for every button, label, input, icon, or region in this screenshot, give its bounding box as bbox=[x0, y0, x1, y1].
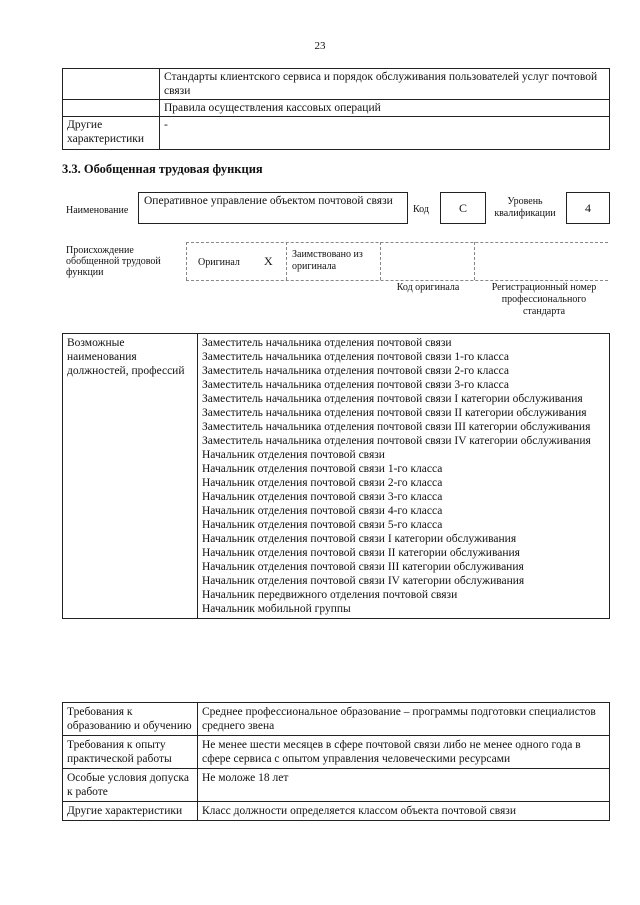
position-item: Начальник отделения почтовой связи 4-го класса bbox=[202, 505, 443, 517]
position-item: Заместитель начальника отделения почтовой связи 3-го класса bbox=[202, 379, 509, 391]
original-label: Оригинал bbox=[198, 257, 240, 268]
position-item: Начальник отделения почтовой связи 1-го класса bbox=[202, 463, 443, 475]
page-number: 23 bbox=[314, 40, 326, 52]
table-cell-label bbox=[63, 100, 160, 117]
positions-table bbox=[62, 333, 610, 619]
position-item: Начальник отделения почтовой связи II категории обслуживания bbox=[202, 547, 520, 559]
table-row bbox=[63, 769, 610, 802]
requirement-value: Класс должности определяется классом объекта почтовой связи bbox=[198, 802, 610, 821]
requirement-label: Другие характеристики bbox=[63, 802, 198, 821]
borrowed-label: Заимствовано из оригинала bbox=[292, 249, 363, 272]
position-item: Начальник отделения почтовой связи 5-го класса bbox=[202, 519, 443, 531]
requirement-label: Требования к образованию и обучению bbox=[63, 703, 198, 736]
position-item: Начальник отделения почтовой связи IV категории обслуживания bbox=[202, 575, 525, 587]
original-mark: Х bbox=[264, 254, 273, 268]
table-row bbox=[63, 736, 610, 769]
requirement-value: Не менее шести месяцев в сфере почтовой связи либо не менее одного года в сфере сервиса с опытом управления человеческими ресурсами bbox=[198, 736, 610, 769]
name-box bbox=[138, 192, 408, 224]
position-item: Заместитель начальника отделения почтовой связи IV категории обслуживания bbox=[202, 435, 591, 447]
origin-top-line bbox=[186, 242, 608, 243]
origin-divider bbox=[286, 242, 287, 280]
level-value: 4 bbox=[585, 201, 591, 215]
position-item: Заместитель начальника отделения почтовой связи III категории обслуживания bbox=[202, 421, 591, 433]
origin-divider bbox=[380, 242, 381, 280]
origin-label: Происхождение обобщенной трудовой функции bbox=[66, 245, 161, 278]
requirement-value: Не моложе 18 лет bbox=[198, 769, 610, 802]
table-cell-value: Стандарты клиентского сервиса и порядок обслуживания пользователей услуг почтовой связи bbox=[160, 69, 610, 100]
position-item: Начальник отделения почтовой связи 2-го класса bbox=[202, 477, 443, 489]
positions-label: Возможные наименования должностей, профессий bbox=[63, 334, 198, 619]
position-item: Начальник отделения почтовой связи 3-го класса bbox=[202, 491, 443, 503]
section-heading: 3.3. Обобщенная трудовая функция bbox=[62, 162, 263, 176]
position-item: Начальник передвижного отделения почтовой связи bbox=[202, 589, 458, 601]
origin-bottom-line bbox=[186, 280, 608, 281]
position-item: Начальник отделения почтовой связи bbox=[202, 449, 385, 461]
position-item: Заместитель начальника отделения почтовой связи II категории обслуживания bbox=[202, 407, 587, 419]
origin-divider bbox=[474, 242, 475, 280]
requirement-label: Требования к опыту практической работы bbox=[63, 736, 198, 769]
position-item: Заместитель начальника отделения почтовой связи 1-го класса bbox=[202, 351, 509, 363]
position-item: Заместитель начальника отделения почтовой связи I категории обслуживания bbox=[202, 393, 583, 405]
name-value: Оперативное управление объектом почтовой связи bbox=[144, 195, 393, 207]
table-row bbox=[63, 69, 610, 100]
position-item: Начальник мобильной группы bbox=[202, 603, 351, 615]
code-label: Код bbox=[413, 204, 429, 215]
table-row bbox=[63, 802, 610, 821]
positions-items bbox=[202, 336, 605, 616]
code-box bbox=[440, 192, 486, 224]
table-row bbox=[63, 334, 610, 619]
name-label: Наименование bbox=[66, 205, 129, 216]
table-row bbox=[63, 100, 610, 117]
table-cell-value: - bbox=[160, 117, 610, 150]
code-value: С bbox=[458, 201, 467, 215]
table-cell-label bbox=[63, 69, 160, 100]
table-cell-label: Другие характеристики bbox=[63, 117, 160, 150]
position-item: Заместитель начальника отделения почтовой связи 2-го класса bbox=[202, 365, 509, 377]
position-item: Заместитель начальника отделения почтовой связи bbox=[202, 337, 452, 349]
code-original-label: Код оригинала bbox=[396, 282, 460, 293]
position-item: Начальник отделения почтовой связи I категории обслуживания bbox=[202, 533, 517, 545]
table-cell-value: Правила осуществления кассовых операций bbox=[160, 100, 610, 117]
table-row bbox=[63, 703, 610, 736]
top-table bbox=[62, 68, 610, 150]
table-row bbox=[63, 117, 610, 150]
requirement-value: Среднее профессиональное образование – программы подготовки специалистов среднего звена bbox=[198, 703, 610, 736]
requirements-table bbox=[62, 702, 610, 821]
positions-list bbox=[198, 334, 610, 619]
reg-number-label: Регистрационный номер профессионального стандарта bbox=[491, 282, 597, 317]
requirement-label: Особые условия допуска к работе bbox=[63, 769, 198, 802]
level-box bbox=[566, 192, 610, 224]
position-item: Начальник отделения почтовой связи III категории обслуживания bbox=[202, 561, 524, 573]
level-label: Уровень квалификации bbox=[494, 196, 556, 219]
origin-divider bbox=[186, 242, 187, 280]
